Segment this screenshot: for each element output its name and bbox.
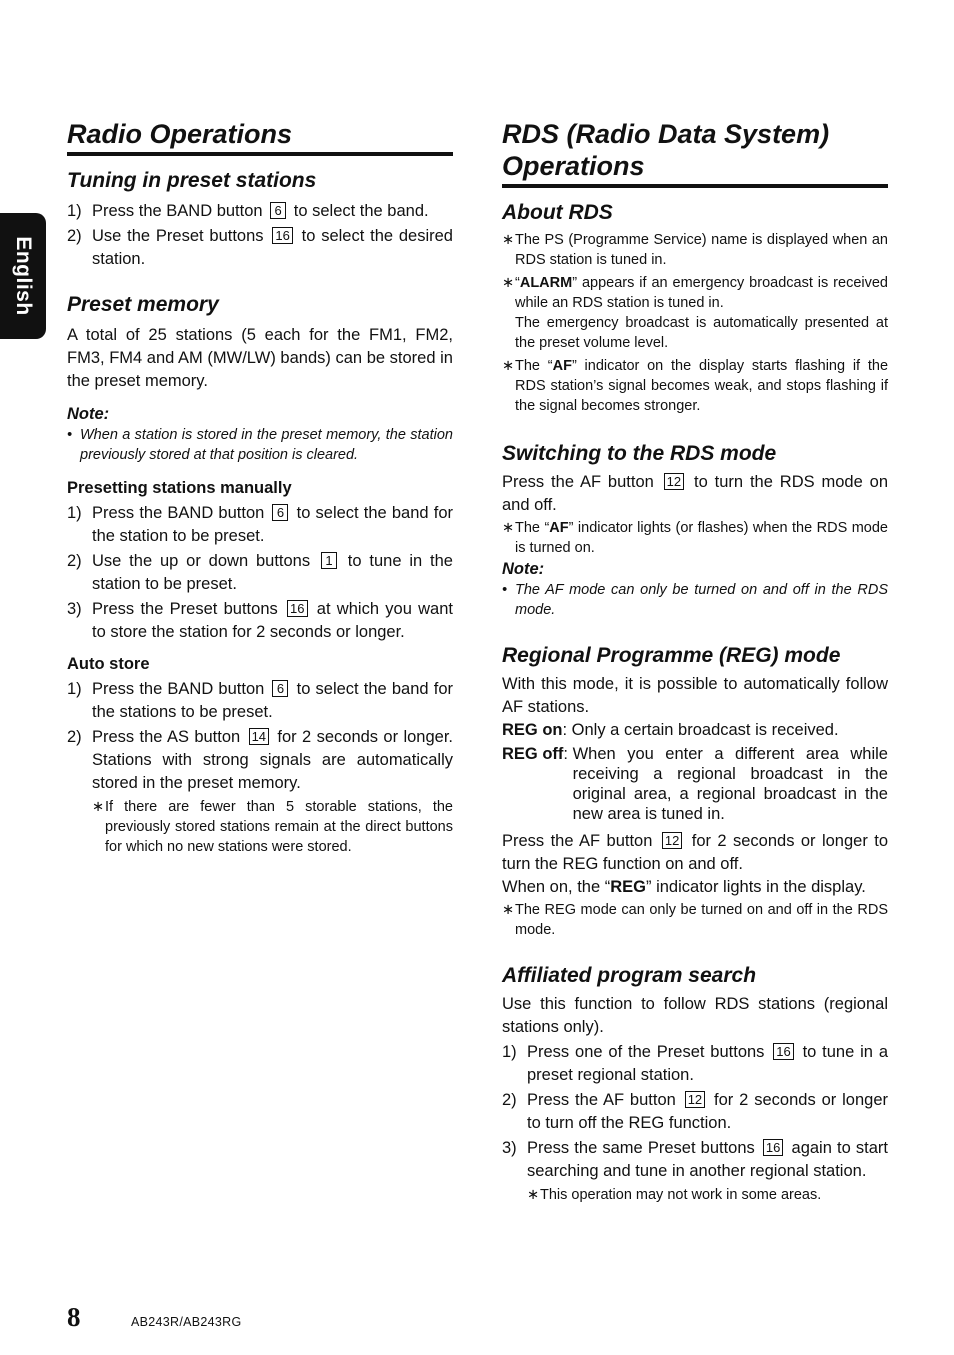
tuning-steps bbox=[67, 200, 453, 271]
reg-footnote: ∗ The REG mode can only be turned on and off in the RDS mode. bbox=[502, 902, 888, 938]
affiliated-steps bbox=[502, 1041, 888, 1183]
manual-steps bbox=[67, 502, 453, 644]
about-item: ∗ The “AF” indicator on the display starts flashing if the RDS station’s signal becomes weak, and stops flashing if the signal becomes stronger. bbox=[502, 358, 889, 414]
presetting-manually-heading: Presetting stations manually bbox=[67, 479, 292, 497]
auto-store-footnote: ∗ If there are fewer than 5 storable stations, the previously stored stations remain at the direct buttons for which no new stations were stored. bbox=[92, 799, 453, 855]
affiliated-footnote: ∗ This operation may not work in some areas. bbox=[527, 1187, 822, 1203]
tuning-heading: Tuning in preset stations bbox=[67, 169, 317, 192]
list-item: 2) Use the up or down buttons 1 to tune in the station to be preset. bbox=[67, 552, 453, 593]
auto-store-steps bbox=[67, 678, 453, 795]
preset-memory-heading: Preset memory bbox=[67, 293, 219, 316]
list-item: 2) Press the AS button 14 for 2 seconds or longer. Stations with strong signals are automatically stored in the preset memory. bbox=[67, 728, 453, 792]
band-button-key: 6 bbox=[270, 202, 286, 219]
radio-operations-title: Radio Operations bbox=[67, 118, 453, 156]
switching-footnote: ∗ The “AF” indicator lights (or flashes) when the RDS mode is turned on. bbox=[502, 520, 888, 556]
list-item: 2) Use the Preset buttons 16 to select the desired station. bbox=[67, 227, 453, 268]
reg-press-text: Press the AF button 12 for 2 seconds or longer to turn the REG function on and off. bbox=[502, 832, 889, 873]
affiliated-search-heading: Affiliated program search bbox=[502, 964, 757, 987]
preset-memory-text: A total of 25 stations (5 each for the FM1, FM2, FM3, FM4 and AM (MW/LW) bands) can be stored in the preset memory. bbox=[67, 326, 453, 390]
about-rds-heading: About RDS bbox=[502, 201, 613, 224]
note-title: Note: bbox=[502, 560, 545, 578]
about-item: ∗ “ALARM” appears if an emergency broadcast is received while an RDS station is tuned in. The emergency broadcast is automatically presented at the preset volume level. bbox=[502, 275, 888, 351]
list-item: 3) Press the Preset buttons 16 at which you want to store the station for 2 seconds or longer. bbox=[67, 600, 453, 641]
rds-operations-title: RDS (Radio Data System) Operations bbox=[502, 118, 888, 188]
list-item: 3) Press the same Preset buttons 16 again to start searching and tune in another regional station. bbox=[502, 1139, 888, 1180]
right-column bbox=[502, 118, 888, 1205]
note-item: • The AF mode can only be turned on and off in the RDS mode. bbox=[502, 582, 888, 618]
affiliated-intro: Use this function to follow RDS stations (regional stations only). bbox=[502, 995, 888, 1036]
list-item: 2) Press the AF button 12 for 2 seconds or longer to turn off the REG function. bbox=[502, 1091, 888, 1132]
preset-button-key: 16 bbox=[272, 227, 292, 244]
note-item: • When a station is stored in the preset memory, the station previously stored at that position is cleared. bbox=[67, 427, 453, 463]
reg-when-text: When on, the “REG” indicator lights in the display. bbox=[502, 878, 866, 896]
language-tab-label: English bbox=[12, 236, 35, 316]
auto-store-heading: Auto store bbox=[67, 655, 150, 673]
reg-on-row: REG on : Only a certain broadcast is received. bbox=[502, 721, 839, 739]
model-number: AB243R/AB243RG bbox=[131, 1315, 242, 1329]
reg-mode-heading: Regional Programme (REG) mode bbox=[502, 644, 841, 667]
af-button-key: 12 bbox=[664, 473, 684, 490]
switching-rds-heading: Switching to the RDS mode bbox=[502, 442, 777, 465]
page-number: 8 bbox=[67, 1302, 81, 1332]
left-column bbox=[67, 118, 453, 857]
reg-intro: With this mode, it is possible to automatically follow AF stations. bbox=[502, 675, 888, 716]
list-item: 1) Press the BAND button 6 to select the band for the station to be preset. bbox=[67, 504, 453, 545]
list-item: 1) Press the BAND button 6 to select the band. bbox=[67, 202, 429, 220]
about-item: ∗ The PS (Programme Service) name is displayed when an RDS station is tuned in. bbox=[502, 232, 888, 268]
list-item: 1) Press one of the Preset buttons 16 to tune in a preset regional station. bbox=[502, 1043, 888, 1084]
reg-definitions bbox=[502, 719, 888, 824]
reg-off-row: REG off : When you enter a different area while receiving a regional broadcast in the original area, a regional broadcast in the new area is tuned in. bbox=[502, 745, 888, 823]
list-item: 1) Press the BAND button 6 to select the band for the stations to be preset. bbox=[67, 680, 453, 721]
switching-text: Press the AF button 12 to turn the RDS mode on and off. bbox=[502, 473, 888, 514]
note-title: Note: bbox=[67, 405, 110, 423]
language-tab bbox=[0, 213, 46, 339]
